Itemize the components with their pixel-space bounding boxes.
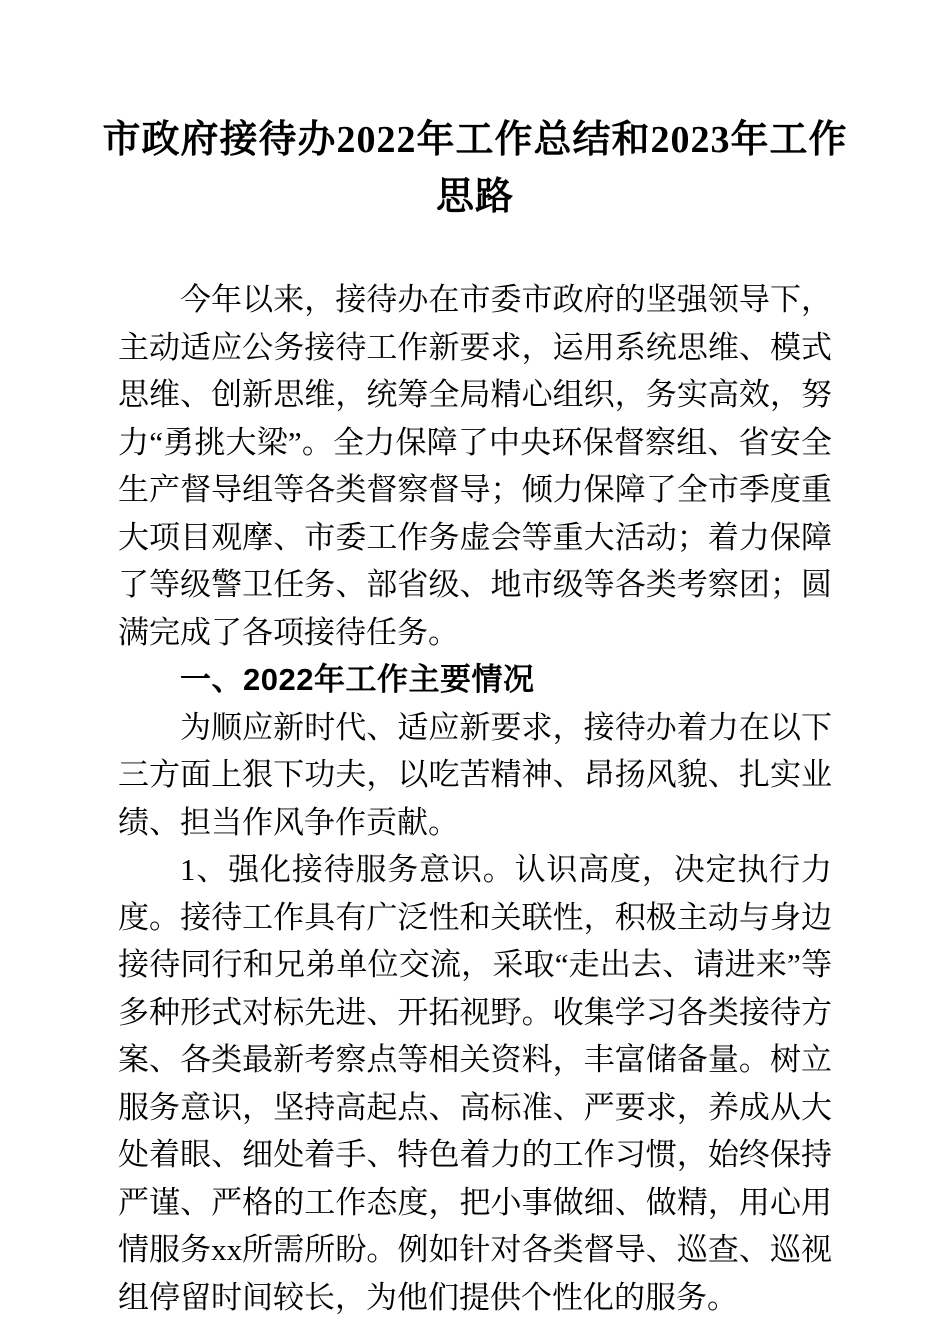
document-body bbox=[118, 276, 832, 1321]
section-heading-2022-work-summary: 一、2022年工作主要情况 bbox=[180, 662, 535, 697]
paragraph-intro: 今年以来，接待办在市委市政府的坚强领导下，主动适应公务接待工作新要求，运用系统思维、模式思维、创新思维，统筹全局精心组织，务实高效，努力“勇挑大梁”。全力保障了中央环保督察组、省安全生产督导组等各类督察督导；倾力保障了全市季度重大项目观摩、市委工作务虚会等重大活动；着力保障了等级警卫任务、部省级、地市级等各类考察团；圆满完成了各项接待任务。 bbox=[118, 282, 832, 650]
document-title: 市政府接待办2022年工作总结和2023年工作思路 bbox=[102, 119, 848, 218]
paragraph-point-1-service-awareness: 1、强化接待服务意识。认识高度，决定执行力度。接待工作具有广泛性和关联性，积极主动与身边接待同行和兄弟单位交流，采取“走出去、请进来”等多种形式对标先进、开拓视野。收集学习各类接待方案、各类最新考察点等相关资料，丰富储备量。树立服务意识，坚持高起点、高标准、严要求，养成从大处着眼、细处着手、特色着力的工作习惯，始终保持严谨、严格的工作态度，把小事做细、做精，用心用情服务xx所需所盼。例如针对各类督导、巡查、巡视组停留时间较长，为他们提供个性化的服务。 bbox=[118, 852, 832, 1315]
paragraph-three-aspects: 为顺应新时代、适应新要求，接待办着力在以下三方面上狠下功夫，以吃苦精神、昂扬风貌、扎实业绩、担当作风争作贡献。 bbox=[118, 709, 832, 840]
